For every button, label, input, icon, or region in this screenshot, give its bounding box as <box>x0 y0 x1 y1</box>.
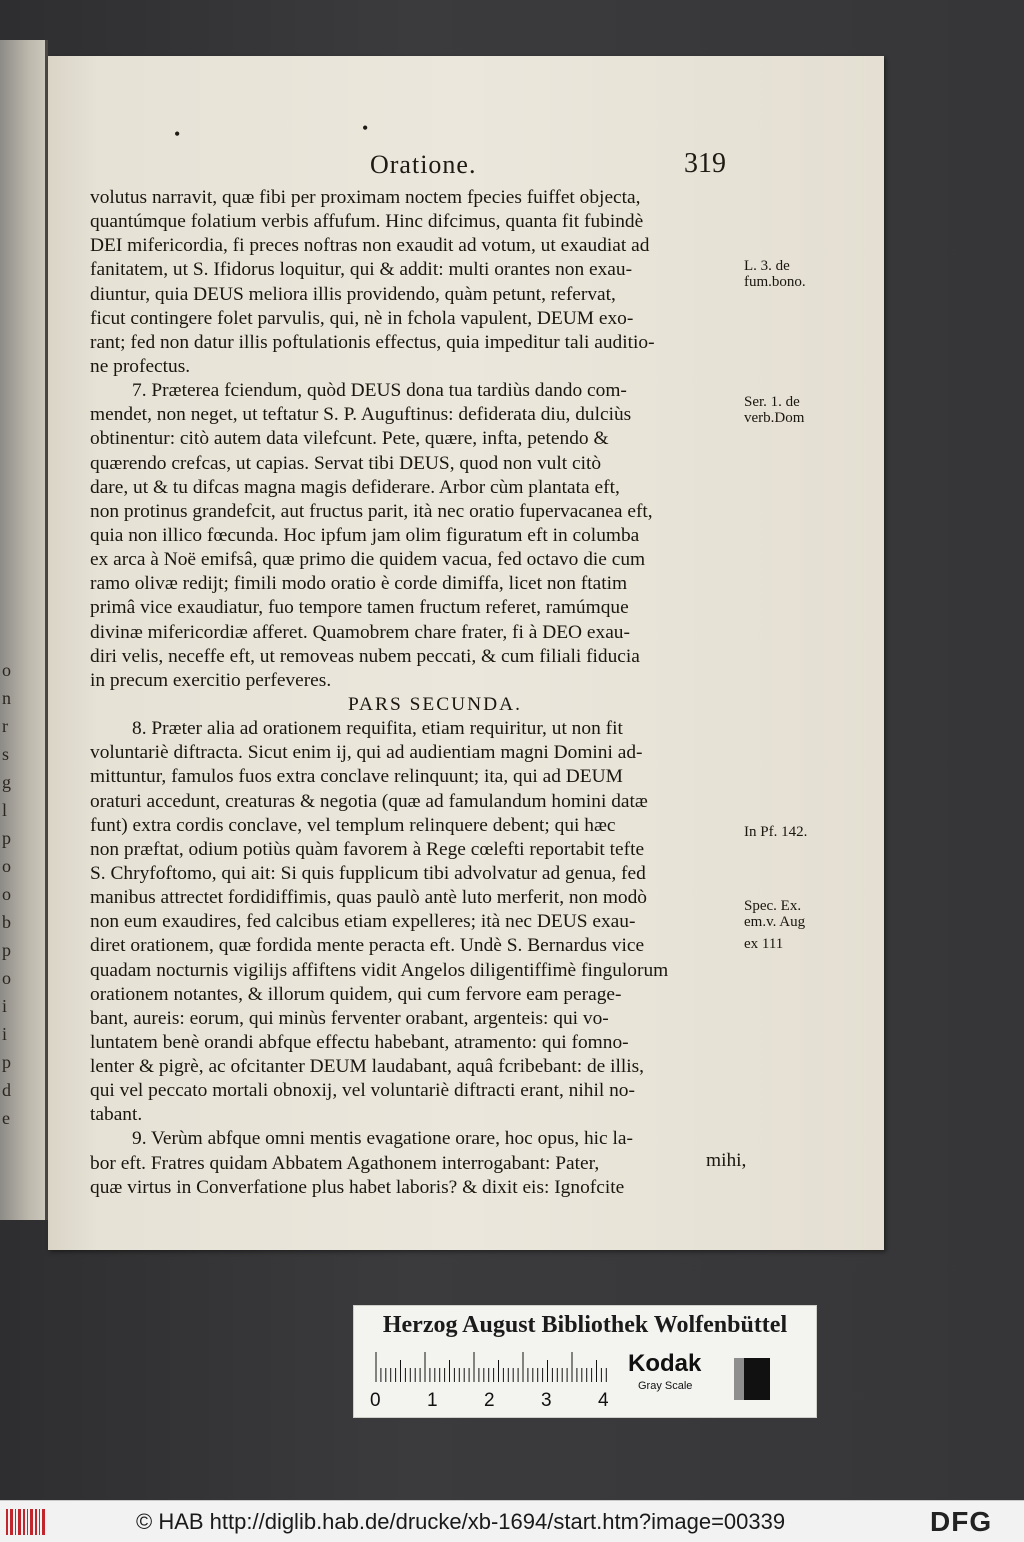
text-line: ex arca à Noë emifsâ, quæ primo die quidem vacua, fed octavo die cum <box>90 549 646 571</box>
text-line: quantúmque folatium verbis affufum. Hinc difcimus, quanta fit fubindè <box>90 211 644 233</box>
ruler-number-3: 3 <box>541 1390 552 1411</box>
adjacent-page-letter: e <box>2 1108 10 1128</box>
adjacent-page-letter: b <box>2 912 11 932</box>
margin-note-5 <box>744 936 783 952</box>
margin-note-4 <box>744 898 805 930</box>
ruler-number-4: 4 <box>598 1390 609 1411</box>
text-line: dare, ut & tu difcas magna magis defiderare. Arbor cùm plantata eft, <box>90 476 620 498</box>
text-line: 9. Verùm abfque omni mentis evagatione orare, hoc opus, hic la- <box>132 1128 633 1150</box>
catchword: mihi, <box>706 1150 747 1171</box>
text-line: orationem notantes, & illorum quidem, qui cum fervore eam perage- <box>90 983 622 1005</box>
running-title: Oratione. <box>370 150 477 179</box>
text-line: lenter & pigrè, ac ofcitanter DEUM laudabant, aquâ fcribebant: de illis, <box>90 1056 645 1078</box>
adjacent-page-letter: p <box>2 1052 11 1072</box>
text-line: ficut contingere folet parvulis, qui, nè in fchola vapulent, DEUM exo- <box>90 307 634 329</box>
text-line: bant, aureis: eorum, qui minùs ferventer orabant, argenteis: qui vo- <box>90 1007 609 1029</box>
margin-note-2 <box>744 394 804 426</box>
text-line: volutus narravit, quæ fibi per proximam noctem fpecies fuiffet objecta, <box>90 187 641 208</box>
adjacent-page-letter: p <box>2 940 11 960</box>
text-line: fanitatem, ut S. Ifidorus loquitur, qui & addit: multi orantes non exau- <box>90 259 633 281</box>
library-name: Herzog August Bibliothek Wolfenbüttel <box>382 1312 788 1338</box>
text-line: non præftat, odium potiùs quàm favorem à Rege cœlefti reportabit tefte <box>90 838 645 860</box>
adjacent-page-letter: r <box>2 716 8 736</box>
adjacent-page-letter: o <box>2 856 11 876</box>
gray-patch-light <box>734 1358 744 1400</box>
text-line: primâ vice exaudiatur, fuo tempore tamen fructum referet, ramúmque <box>90 597 629 619</box>
text-line: diret orationem, quæ fordida mente peracta eft. Undè S. Bernardus vice <box>90 935 645 957</box>
kodak-logo: Kodak <box>628 1350 702 1377</box>
gray-scale-label: Gray Scale <box>638 1380 693 1392</box>
adjacent-page-letter: i <box>2 1024 8 1044</box>
margin-note-5-line1: ex 111 <box>744 936 784 952</box>
adjacent-page-letter: g <box>2 772 11 792</box>
footer-bar <box>0 1500 1024 1542</box>
adjacent-page-letter: p <box>2 828 11 848</box>
adjacent-page-letter: o <box>2 660 11 680</box>
ruler-number-2: 2 <box>484 1390 495 1411</box>
ornament-left: • <box>174 124 181 144</box>
barcode-icon <box>6 1509 46 1535</box>
margin-note-1 <box>744 258 806 290</box>
body-text <box>90 186 780 1200</box>
ruler-number-1: 1 <box>427 1390 438 1411</box>
margin-note-4-line2: em.v. Aug <box>744 914 806 930</box>
adjacent-page-letter: l <box>2 800 8 820</box>
margin-note-2-line2: verb.Dom <box>744 410 805 426</box>
text-line: DEI mifericordia, fi preces noftras non exaudit ad votum, ut exaudiat ad <box>90 235 650 257</box>
page-number: 319 <box>684 148 726 179</box>
adjacent-page-letter: o <box>2 884 11 904</box>
text-line: quæ virtus in Converfatione plus habet laboris? & dixit eis: Ignofcite <box>90 1176 625 1198</box>
text-line: divinæ mifericordiæ afferet. Quamobrem chare frater, fi à DEO exau- <box>90 621 630 643</box>
source-url[interactable]: © HAB http://diglib.hab.de/drucke/xb-1694/start.htm?image=00339 <box>136 1509 786 1534</box>
text-line: tabant. <box>90 1104 143 1126</box>
adjacent-page-letter: d <box>2 1080 11 1100</box>
scale-ruler <box>374 1352 610 1382</box>
text-line: obtinentur: citò autem data vilefcunt. Pete, quære, infta, petendo & <box>90 428 609 450</box>
text-line: quærendo crefcas, ut capias. Servat tibi DEUS, quod non vult citò <box>90 452 602 474</box>
text-line: oraturi accedunt, creaturas & negotia (quæ ad famulandum homini datæ <box>90 790 648 812</box>
ruler-number-0: 0 <box>370 1390 381 1411</box>
margin-note-4-line1: Spec. Ex. <box>744 898 802 914</box>
dfg-logo: DFG <box>930 1506 993 1537</box>
margin-note-3-line1: In Pf. 142. <box>744 824 808 840</box>
text-line: in precum exercitio perfeveres. <box>90 669 332 691</box>
text-line: voluntariè diftracta. Sicut enim ij, qui ad audientiam magni Domini ad- <box>90 742 643 764</box>
text-line: 7. Præterea fciendum, quòd DEUS dona tua tardiùs dando com- <box>132 380 627 402</box>
text-line: diri velis, neceffe eft, ut removeas nubem peccati, & cum filiali fiducia <box>90 645 640 667</box>
text-line: mittuntur, famulos fuos extra conclave relinquunt; ita, qui ad DEUM <box>90 766 623 788</box>
adjacent-page-letter: n <box>2 688 11 708</box>
page-header <box>48 148 884 188</box>
adjacent-page-fragment <box>0 40 48 1220</box>
text-line: 8. Præter alia ad orationem requifita, etiam requiritur, ut non fit <box>132 718 623 740</box>
text-line: manibus attrectet fordidiffimis, quas paulò antè luto merferit, non modò <box>90 887 647 909</box>
text-line: quadam nocturnis vigilijs affiftens vidit Angelos diligentiffimè fingulorum <box>90 959 669 981</box>
text-line: non eum exaudires, fed calcibus etiam expelleres; ità nec DEUS exau- <box>90 911 636 933</box>
text-line: mendet, non neget, ut teftatur S. P. Auguftinus: defiderata diu, dulciùs <box>90 404 632 426</box>
text-line: ne profectus. <box>90 355 191 377</box>
margin-note-3 <box>744 824 807 840</box>
margin-note-1-line1: L. 3. de <box>744 258 790 274</box>
margin-note-2-line1: Ser. 1. de <box>744 394 800 410</box>
text-line: luntatem benè orandi abfque effectu habebant, atramento: qui fomno- <box>90 1031 629 1053</box>
text-line: quia non illico fœcunda. Hoc ipfum jam olim figuratum eft in columba <box>90 524 640 546</box>
text-line: non protinus grandefcit, aut fructus parit, ità nec oratio fupervacanea eft, <box>90 500 653 522</box>
text-line: diuntur, quia DEUS meliora illis providendo, quàm petunt, refervat, <box>90 283 616 305</box>
section-heading: PARS SECUNDA. <box>348 693 522 715</box>
library-stamp <box>353 1305 817 1418</box>
adjacent-page-letter: o <box>2 968 11 988</box>
ornament-right: • <box>362 118 369 138</box>
margin-note-1-line2: fum.bono. <box>744 274 806 290</box>
text-line: rant; fed non datur illis poftulationis effectus, quia impeditur tali auditio- <box>90 331 655 353</box>
text-line: qui vel peccato mortali obnoxij, vel voluntariè diftracti erant, nihil no- <box>90 1080 635 1102</box>
adjacent-page-letter: s <box>2 744 10 764</box>
adjacent-page-letter: i <box>2 996 8 1016</box>
text-line: bor eft. Fratres quidam Abbatem Agathonem interrogabant: Pater, <box>90 1152 600 1174</box>
text-line: ramo olivæ redijt; fimili modo oratio è corde dimiffa, licet non ftatim <box>90 573 628 595</box>
book-page <box>48 56 884 1250</box>
text-line: funt) extra cordis conclave, vel templum relinquere debent; qui hæc <box>90 814 616 836</box>
text-line: S. Chryfoftomo, qui ait: Si quis fupplicum tibi advolvatur ad genua, fed <box>90 862 646 884</box>
